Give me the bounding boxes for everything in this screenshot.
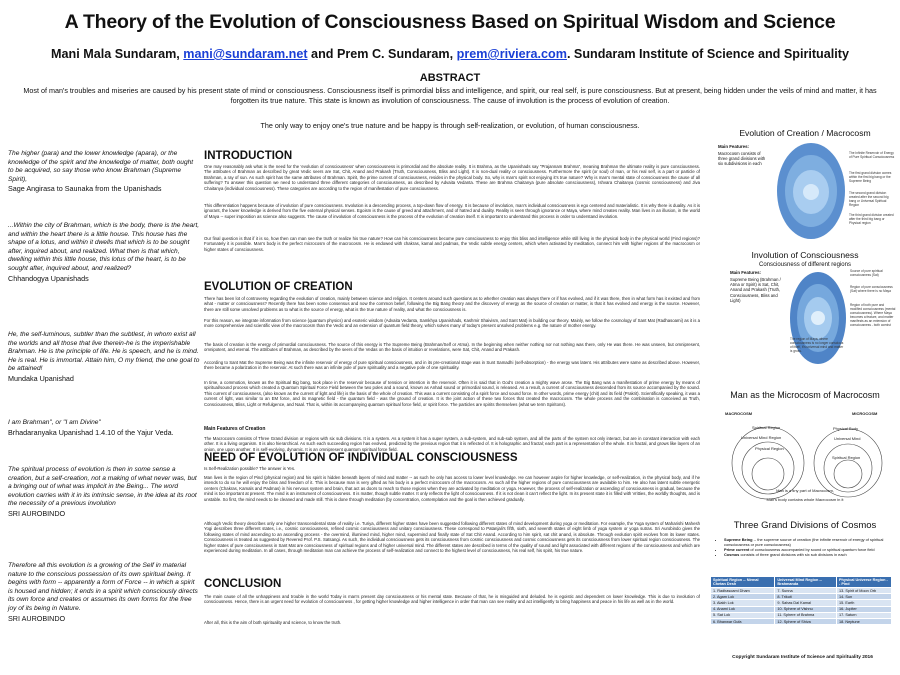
authors-line — [0, 47, 900, 61]
fig1-features-heading: Main Features: — [718, 144, 749, 149]
fig1-title: Evolution of Creation / Macrocosm — [739, 128, 871, 138]
fig1-note-4: The third grand division created after the third big bang or Physical region — [849, 213, 894, 225]
table-header: Universal Mind Region -- Brahmanda — [775, 577, 837, 588]
quote-6 — [8, 562, 200, 623]
table-cell: 10. Sphere of Vishnu — [775, 606, 837, 612]
intro-p1: One may reasonably ask what is the need for the 'evolution of consciousness' when consciousness is primordial and the absolute reality. It is Brahma, as the Upanishads say "Prajannam Brahma", meaning Brahman the ultimate reality is pure consciousness. The attributes of Brahman as described by great Vedic seers are Sat, Chit, Anand and Prakash (Truth, Consciousness, Bliss and Light). It is non-dual reality or consciousness. Furthermore the spirit (or soul) of man, or his real self, is a part or particle of Brahman, a ray of sun. As such spirit has the same attributes of Brahman. Spirit, the prime current of consciousness, resides in the physical body. So, why is man's spirit not enjoying it's true nature? Why is man's mental state of consciousness the cause of all suffering? To answer this question we need to understand three different categories of consciousness, as described by Advaita Vedanta. These are Brahma Chaitanya (pure absolute consciousness), Ishvara Chaitanya (cosmic consciousness) and Jiva Chaitanya (individual consciousness). These categories are according to the region of manifestation of pure consciousness. — [204, 164, 700, 191]
fig1-features-text: Macrocosm consists of three grand divisions with six subdivisions in each — [718, 151, 766, 167]
table-cell: 13. Spirit of Moon Orb — [837, 588, 892, 594]
intro-heading: INTRODUCTION — [204, 150, 293, 162]
table-cell: 7. Sunna — [775, 588, 837, 594]
table-cell: 14. Sun — [837, 594, 892, 600]
evolution-p4: According to Sant Mat the Supreme Being was the infinite reservoir of energy of pure spiritual consciousness, and in its pre-creational stage was in Sunt Samadhi (self-absorption) - the energy was latent. His attributes were same as described above. However, there became a polarization in the reservoir. At such there was an infinite pole of pure spirituality and a negative pole of one spirituality. — [204, 360, 700, 371]
table-cell: 11. Sphere of Brahma — [775, 612, 837, 618]
fig2-features-text: Supreme Being (Brahman / Atma or Spirit) is Sat, Chit, Anand and Prakash (Truth, Consciousness, Bliss and Light) — [730, 277, 781, 303]
fig2-note-2: Region of pure consciousness (Sat) where there is no Maya — [850, 285, 893, 293]
table-cell: 4. Anami Lok — [711, 606, 775, 612]
micro-region-2: Universal Mind — [834, 436, 861, 441]
table-cell: 17. Saturn — [837, 612, 892, 618]
macro-region-1: Spiritual Region — [752, 425, 781, 430]
quote-source: Brhadaranyaka Upanishad 1.4.10 of the Yajur Veda. — [8, 427, 174, 437]
author2: and Prem C. Sundaram, — [307, 47, 457, 61]
fig1-note-3: The second grand division created after the second big bang or Universal Spiritual Region — [849, 191, 889, 207]
table-cell: 9. Sahas Dal Kamal — [775, 600, 837, 606]
quote-text: The higher (para) and the lower knowledge (apara), or the knowledge of the spirit and the knowledge of matter, both ought to be acquired, so say those who know Brahman (Supreme Spirit), — [8, 150, 194, 183]
fig1-core-circle — [803, 184, 819, 200]
email1-link[interactable]: mani@sundaram.net — [183, 47, 308, 61]
abstract-text: Most of man's troubles and miseries are caused by his present state of mind or consciousness. Consciousness itself is primordial bliss and intelligence, and spirit, our real self, is pure consciousness. But at present, being hidden under the veils of mind and matter, it has forgotten its true nature. This state is known as involution of consciousness. The cause of involution is the process of evolution of creation. — [23, 86, 877, 105]
poster-title: A Theory of the Evolution of Consciousness Based on Spiritual Wisdom and Science — [64, 11, 836, 33]
quote-5 — [8, 466, 200, 519]
macro-region-3: Physical Region — [755, 446, 784, 451]
fig2-title: Involution of Consciousness — [751, 250, 859, 260]
macro-micro-diagram — [710, 418, 900, 508]
table-cell: 16. Jupiter — [837, 606, 892, 612]
macrocosm-label: MACROCOSM — [725, 411, 753, 416]
evolution-p5: In time, a commotion, known as the Spiritual Big bang, took place in the reservoir because of tension or intention in the reservoir. Often it is said that in God's creation a mighty wave arose. The Big Bang was a manifestation of prime energy by means of spiritual/sound process which created a Quantum Spiritual Force Field between the two poles and a sound, known as Anhad sound or primordial sound, is released. As a result, a current of consciousness descended from its source accompanied by the sound. This current of consciousness, (also known as the current of light and life) is the basis of the whole of creation. This was a current consisting of a spirit force and sound force. In other words, prime energy (chit) and its field (Prakrit). Scientifically speaking, it was a current of light, was similar to an EM force, and its magnetic field - the quantum field - was the ground of creation. It is the joint action of these two forces that created the macrocosm. The whole process and the combination is conceived as Truth, Consciousness, Bliss, Light or Refulgence, and Naal. That is, within its accompanying quantum spiritual force field, or spirit force. The particles are spirits themselves (what we term Spiritons). — [204, 380, 700, 407]
features-heading: Main Features of Creation — [204, 426, 266, 432]
fig3-title: Man as the Microcosm of Macrocosm — [730, 390, 880, 400]
fig2-features-heading: Main Features: — [730, 270, 761, 275]
table-cell: 1. Radhasoami Dham — [711, 588, 775, 594]
conclusion-p1: The main cause of all the unhappiness and trouble in the world Today is man's present day consciousness or his mental state. Because of that, he is misguided and deluded. he is egoistic and dependent on lower knowledge. This is due to involution of consciousness. Hence, there is an urgent need for evolution of consciousness , for getting higher knowledge and higher intelligence in order that man can see reality and act intelligently to bring happiness and peace in his life as well as in the world. — [204, 594, 700, 605]
need-heading: NEED OF EVOLUTION OF INDIVIDUAL CONSCIOUSNESS — [204, 452, 518, 464]
evolution-p3: The basis of creation is the energy of primordial consciousness. The source of this energy is The Supreme Being (Brahman/Self or Atma). In the beginning when neither nothing nor not nothing was there, only He was there. He was unseen, but omnipresent, omnipotent, and eternal. The attributes of Brahman, as described by the seers of the Vedas on the basis of intuition or revelations, were Sat, Chit, Anand and Prakash. — [204, 342, 700, 353]
table-header: Spiritual Region -- Nirmal Chetan Desh — [711, 577, 775, 588]
author1: Mani Mala Sundaram, — [51, 47, 184, 61]
quote-text: Therefore all this evolution is a growing of the Self in material nature to the conscious possession of its own spiritual being. It begins with form -- apparently a form of Force -- in which a spirit is housed and hidden; it ends in a spirit which consciously directs its own force and creates or assumes its own forms for the free joy of its being in Nature. — [8, 562, 198, 612]
quote-source: Chhandogya Upanishads — [8, 273, 89, 283]
table-cell: 5. Sat Lok — [711, 612, 775, 618]
quote-text: The spiritual process of evolution is then in some sense a creation, but a self-creation, not a making of what never was, but a bringing out of what was implicit in the Being... The word evolution carries with it in its intrinsic sense, in the idea at its root the necessity of a previous involution — [8, 466, 197, 508]
quote-2 — [8, 222, 200, 283]
evolution-p1: There has been lot of controversy regarding the evolution of creation, mainly between science and religion. It centers around such questions as to whether creation was always there or if has evolved, and if it was there, then in what form has it existed and from what - matter or consciousness? Recently there has been some consensus and now the common belief, following the Big Bang theory and the discovery of energy as the source of creation or matter, is that it has evolved and energy is the source. However, there are still some unsolved problems as to what is the source of energy, what is the true nature of reality, and what the consciousness is. — [204, 296, 700, 312]
table-header: Physical Universe Region -- Pind — [837, 577, 892, 588]
fig4-title: Three Grand Divisions of Cosmos — [733, 520, 877, 531]
micro-region-1: Physical Body — [833, 426, 859, 431]
quote-text: He, the self-luminous, subtler than the subtlest, in whom exist all the worlds and all those that live therein-he is the imperishable Brahman. He is the principle of life. He is speech, and he is mind. He is real. He is immortal. Attain him, O my friend, the one goal to be attained! — [8, 331, 200, 373]
quote-source: Mundaka Upanishad — [8, 373, 74, 383]
need-p1: Man lives in the region of Pind (physical region) and his spirit is hidden beneath layers of mind and matter -- as such he only has access to lower level knowledge. He can however aspire for higher knowledge, or self-realization, in the physical body, and if he intends to do so he will enjoy the bliss and freedom of it. This is because man is very gifted as his body is a perfect microcosm of the macrocosm. As such all the higher regions of pure consciousness are available to him. He also has latent subtle energetic centers (Chakras, Kamals and Padmas) in his nervous system and brain, that act as doors to reach to those regions when they are activated by meditation or yoga. However, the process of self-realization or ascending of consciousness is gradual, because the mind is too important at present. The mind is an instrument of consciousness. It is matter, though subtle matter. It only reflects the light of consciousness. If it is not clean it can't reflect the light. In its present state it is filled with Vritties, the worldly thoughts, and is unstable. So first, the mind needs to be cleaned and made still. This is done through meditation (by concentration, contemplation and the goal is then achieved gradually. — [204, 475, 700, 502]
table-cell: 8. Trikuti — [775, 594, 837, 600]
macro-region-2: Universal Mind Region — [741, 435, 782, 440]
fig4-bullet: • Cosmos consists of three grand divisions with six sub divisions in each — [724, 552, 893, 557]
abstract-heading: ABSTRACT — [419, 72, 481, 84]
micro-region-3: Spiritual Region — [832, 455, 861, 460]
institute: . Sundaram Institute of Science and Spirituality — [566, 47, 849, 61]
fig1-note-2: The first grand division comes within the first big bang or the Supreme Being — [849, 171, 892, 183]
table-row — [711, 618, 892, 624]
intro-p3: Our final question is that if it is so, how then can man see the truth or realize his true nature? How can his consciousness become pure consciousness to enjoy this bliss and intelligence while still living in the physical body in the physical world (Find regions)? Fortunately it is possible. Man's body is the perfect microcosm of the macrocosm. He is endowed with chakras, kamal and padmas, the Vedic subtle energy centers, which when activated by meditation, connect him with higher regions of the macrocosm or higher states of consciousness. — [204, 236, 700, 252]
fig4-bullet: • Prime current of consciousness accompanied by sound or spiritual quantum force field — [724, 547, 893, 552]
table-cell: 6. Bhanwar Gufa — [711, 618, 775, 624]
table-cell: 15. Earth — [837, 600, 892, 606]
fig2-note-3: Region of both pure and modified consciousness (mental consciousness). Where Maya becomes a feature, and matter manifests as an extension of consciousness - both coexist — [850, 303, 896, 327]
fig1-features — [718, 144, 768, 167]
abstract-closing: The only way to enjoy one's true nature and be happy is through self-realization, or evolution, of human consciousness. — [260, 121, 640, 130]
fig3-caption-1: Man is a tiny part of Macrocosm, — [776, 488, 834, 493]
fig2-features — [730, 270, 788, 303]
table-cell: 12. Sphere of Shiva — [775, 618, 837, 624]
evolution-heading: EVOLUTION OF CREATION — [204, 281, 353, 293]
microcosm-label: MICROCOSM — [852, 411, 878, 416]
fig2-note-4: The region of Maya, where consciousness is no longer conscious of itself, it's universal mind and matter is gross. — [790, 337, 844, 353]
evolution-p2: For this reason, we integrate information from science (quantum physics) and esoteric wisdom (Advaita Vedanta, Samkhya Upanishads, Kashmir Shaivism, and Sant Mat) in building our theory. Mainly, we follow the cosmology of Sant Mat (Radhasoami) as it is a more comprehensive and scientific view of the macrocosm than the Vedic and an extension of quantum field theory, which solves many of today's present unsolved problems e.g. the nature of mother energy. — [204, 318, 700, 329]
quote-text: I am Brahman", or "I am Divine" — [8, 419, 101, 426]
quote-source: SRI AUROBINDO — [8, 508, 66, 518]
need-question: Is Self-Realization possible? The answer is Yes. — [204, 466, 296, 471]
conclusion-p2: After all, this is the aim of both spirituality and science, to know the truth. — [204, 620, 342, 625]
conclusion-heading: CONCLUSION — [204, 578, 282, 590]
quote-source: SRI AUROBINDO — [8, 613, 66, 623]
quote-3 — [8, 331, 200, 384]
copyright: Copyright Sundaram Institute of Science and Spirituality 2016 — [732, 655, 873, 660]
quote-1 — [8, 150, 200, 194]
evolution-p6: The Macrocosm consists of Three Grand division or regions with six sub divisions. It is a system. As a system it has a super system, a sub-system, and sub-sub system, and all the parts of the system not only interact, but are in constant interaction with each other. It is a living organism. It is also hierarchical. As such each succeeding region has evolved, predicted by the previous region that it is reflected of. It is holographic and fractal; each part is a representation of the whole. It is fractal, and grows like layers of an onion, one upon another. It is self-evolving, dynamic. It is an omnipresent quantum spiritual force field. — [204, 436, 700, 452]
email2-link[interactable]: prem@riviera.com — [456, 47, 567, 61]
quote-4 — [8, 419, 200, 437]
need-p2: Although Vedic theory describes only one higher transcendental state of reality i.e. Turiya, different higher states have been suggested following different states of mind development during yoga or meditation. For example, the Yoga system of Maharishi Mahesh Yogi describes three different states, i.e., cosmic consciousness, refined cosmic consciousness and unitary consciousness. These correspond to Patanjali's fifth, sixth, and seventh states of eight limb of yoga system or yoga sutras. Sri Aurobindo gives the following states of mind ascending to an ascending process - the overmind, illumined mind, higher mind, supermind and finally state of Sat Chit Anand. According to him spirit, sat chit anand, is absolute. Through evolution spirit evolves from its lower states. Consciousness is treated as suggested by Revered Prof. P.S. Satsangi. As such, the individual consciousness gets its consciousness from cosmic consciousness and cosmic consciousness gets its consciousness from lower spiritual region consciousness. The higher states of pure consciousness in Sant Mat are consciousness of spiritual regions and of higher universal mind. The different states are described in terms of the quality of sound and light associated with different regions of the consciousness and which are experienced during meditation. In all cases, through meditation man can achieve the process of self-realization and connect to the highest level of consciousness, his real self, his spirit, his true nature. — [204, 521, 700, 554]
fig2-core-circle — [811, 311, 825, 325]
table-cell: 2. Agam Lok — [711, 594, 775, 600]
fig2-note-1: Source of pure spiritual consciousness (Sat) — [850, 269, 883, 277]
fig2-subtitle: Consciousness of different regions — [759, 262, 851, 268]
table-cell: 18. Neptune — [837, 618, 892, 624]
intro-p2: This differentiation happens because of involution of pure consciousness. Involution is a descending process, a top-down flow of energy. It is because of involution, man's individual consciousness is ego centered and materialistic. It is why there is duality. As it is ignorant, the lower knowledge is derived from the five external physical senses. Egoism is the cause of greed and attachment, and of hatred and duality. Reality is seen through ignorance or Maya, where mind creates reality. Man lives in an illusion, in the world of Maya -- super imposition as science also suggests. The cause of involution of consciousness is the process of the evolution of creation itself. It is important to understand this process in order to understand involution. — [204, 203, 700, 219]
fig3-caption-2: Man's body contains whole Macrocosm in it — [766, 497, 844, 502]
quote-source: Sage Angirasa to Saunaka from the Upanishads — [8, 184, 162, 194]
fig4-bullet: • Supreme Being -- the supreme source of creation (the infinite reservoir of energy of spiritual consciousness or pure consciousness) — [724, 537, 893, 547]
table-cell: 3. Alakh Lok — [711, 600, 775, 606]
quote-text: ...Within the city of Brahman, which is the body, there is the heart, and within the heart there is a little house. This house has the shape of a lotus, and within it dwells that which is to be sought after, inquired about, and realized. What then is that which, dwelling within this little house, this lotus of the heart, is to be sought after, inquired about, and realized? — [8, 222, 200, 272]
divisions-table — [710, 576, 892, 625]
fig1-note-1: The Infinite Reservoir of Energy of Pure Spiritual Consciousness — [849, 151, 895, 159]
fig4-bullets — [718, 537, 893, 557]
